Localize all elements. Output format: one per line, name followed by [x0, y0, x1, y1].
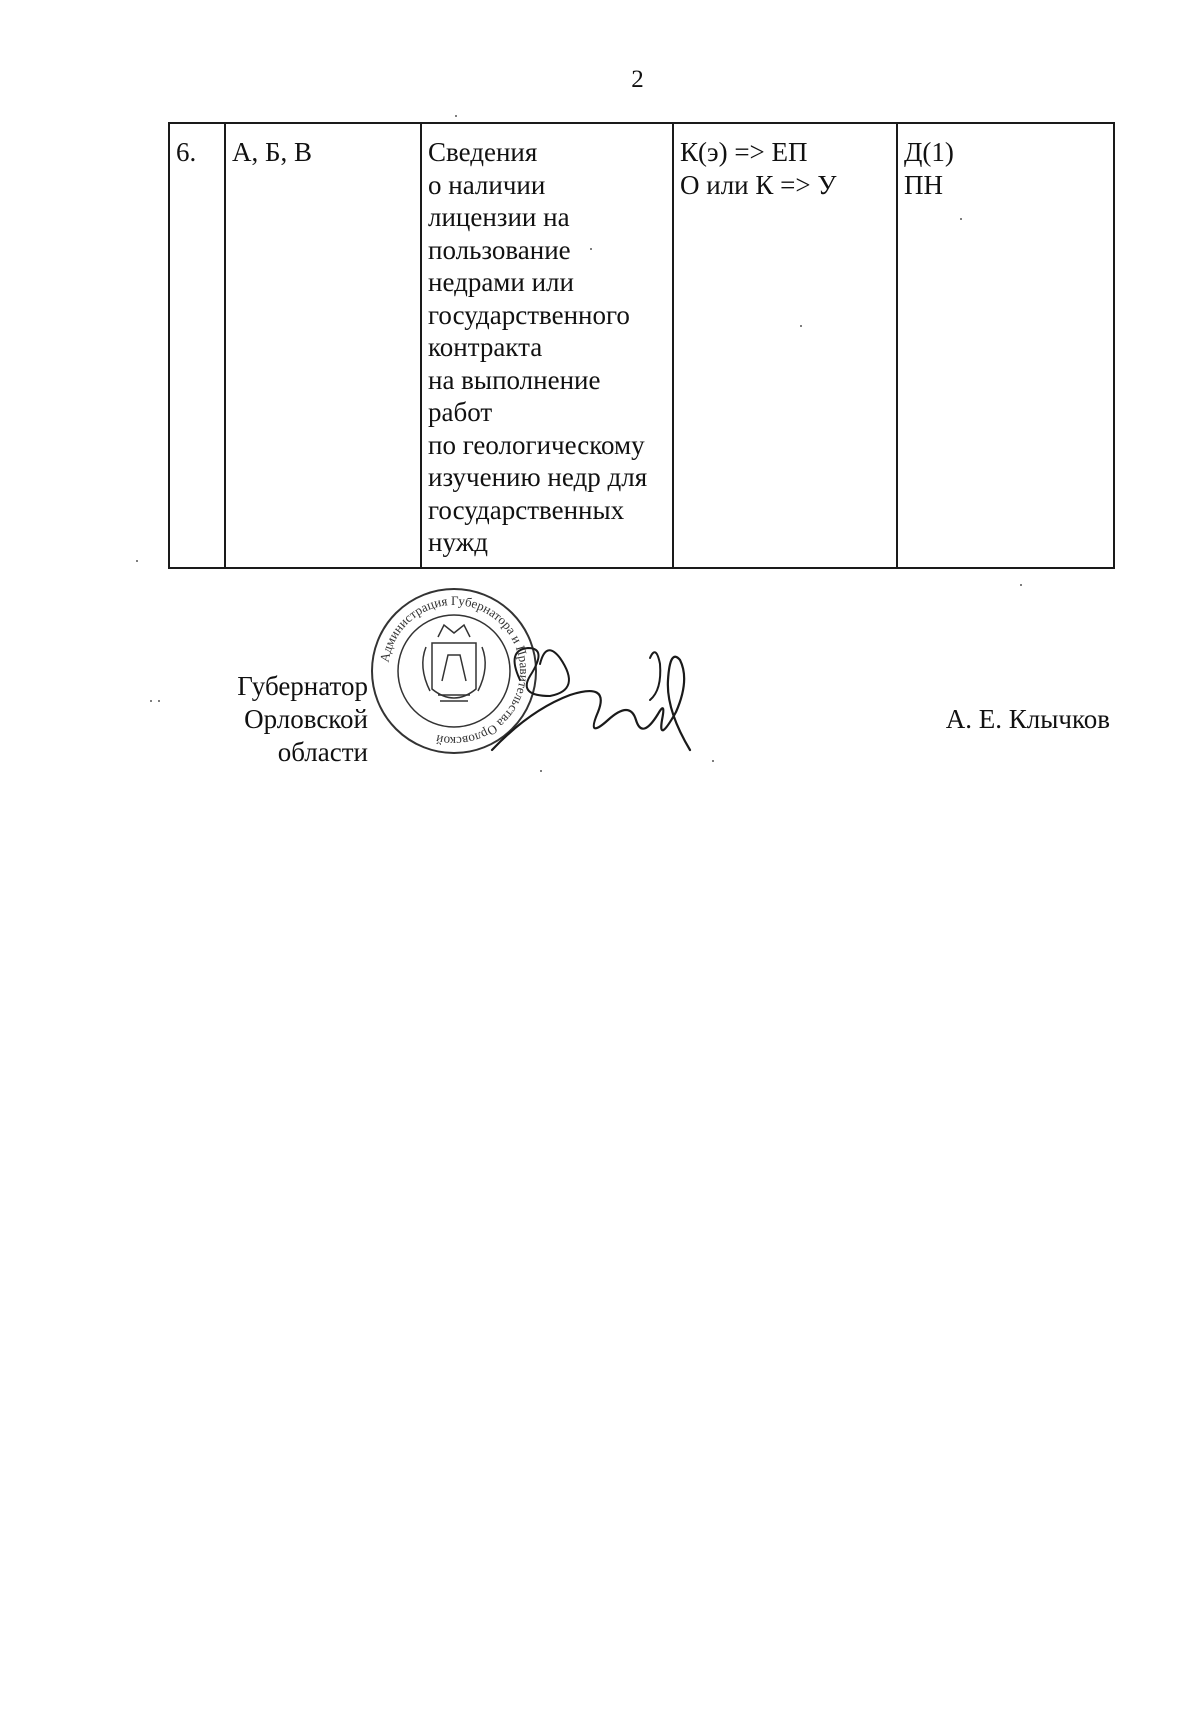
scan-speck — [455, 115, 457, 117]
scan-speck — [590, 248, 592, 250]
page-number: 2 — [631, 66, 644, 93]
handwritten-signature — [490, 640, 700, 760]
signer-name: А. Е. Клычков — [945, 704, 1110, 734]
scan-speck — [712, 760, 714, 762]
document-table — [168, 122, 1115, 569]
coat-of-arms-icon — [423, 625, 485, 701]
form-cell: К(э) => ЕП О или К => У — [673, 123, 897, 568]
scan-speck — [1020, 584, 1022, 586]
document-cell: Д(1) ПН — [897, 123, 1114, 568]
category-cell: А, Б, В — [225, 123, 421, 568]
table-row — [169, 123, 1114, 568]
scan-speck — [800, 325, 802, 327]
scan-speck — [136, 560, 138, 562]
signer-title: Губернатор Орловской области — [237, 671, 368, 767]
scan-speck — [150, 700, 152, 702]
row-number-cell: 6. — [169, 123, 225, 568]
scan-speck — [158, 700, 160, 702]
seal-text: Администрация Губернатора и Правительства Орловской — [376, 592, 533, 750]
scan-speck — [960, 218, 962, 220]
info-cell: Сведения о наличии лицензии на пользование недрами или государственного контракта на выполнение работ по геологическому изучению недр для государственных нужд — [421, 123, 673, 568]
scan-speck — [540, 770, 542, 772]
